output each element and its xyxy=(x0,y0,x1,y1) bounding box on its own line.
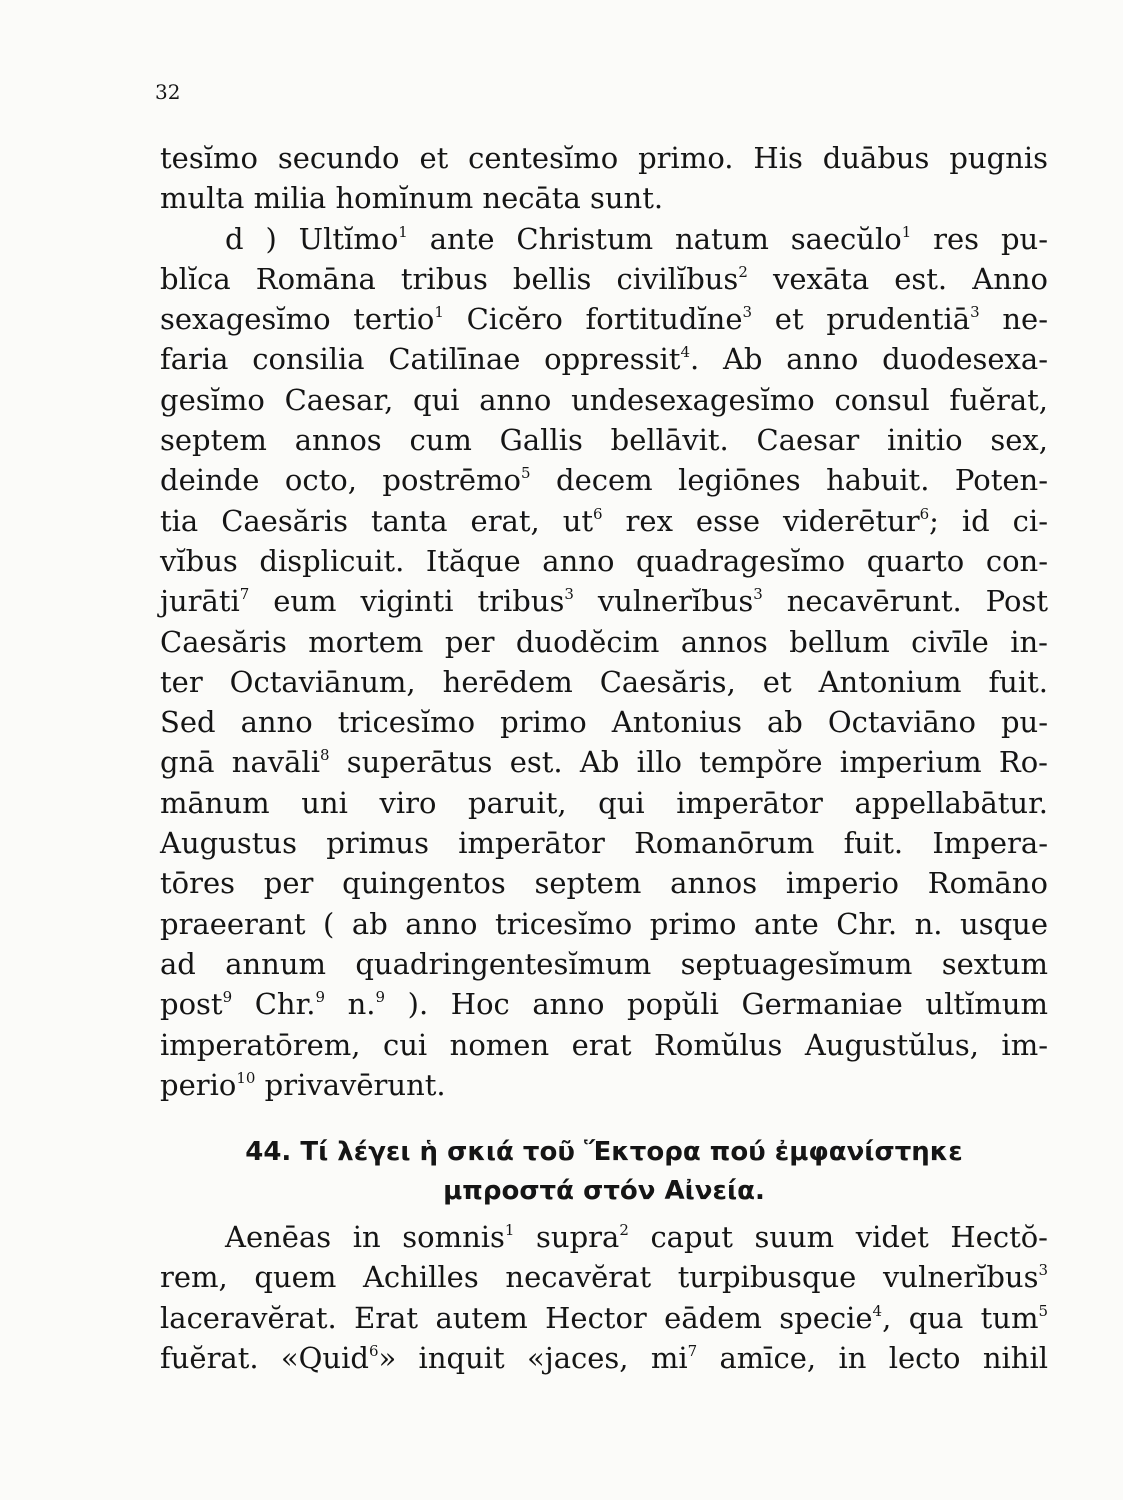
footnote-marker: 3 xyxy=(753,585,763,604)
text-line: deinde octo, postrēmo$^5$ decem legiōnes habuit. Poten- xyxy=(160,463,1049,498)
footnote-marker: 4 xyxy=(680,343,691,362)
footnote-marker: 1 xyxy=(504,1221,515,1239)
text-line: d ) Ultĭmo$^1$ ante Christum natum saecŭlo$^1$ res pu- xyxy=(225,221,1048,256)
text-line: rem, quem Achilles necavĕrat turpibusque vulnerĭbus$^3$ xyxy=(160,1260,1048,1295)
text-line: sexagesĭmo tertio$^1$ Cicĕro fortitudĭne$^3$ et prudentiā$^3$ ne- xyxy=(160,302,1048,337)
footnote-marker: 5 xyxy=(520,464,531,483)
text-line: Sed anno tricesĭmo primo Antonius ab Octaviāno pu- xyxy=(160,705,1048,740)
footnote-marker: 4 xyxy=(872,1301,883,1320)
text-line: multa milia homĭnum necāta sunt. xyxy=(160,181,664,216)
text-line: faria consilia Catilīnae oppressit$^4$. Ab anno duodesexa- xyxy=(160,342,1048,377)
text-line: jurāti$^7$ eum viginti tribus$^3$ vulnerĭbus$^3$ necavērunt. Post xyxy=(160,584,1049,619)
footnote-marker: 2 xyxy=(738,262,748,281)
footnote-marker: 6 xyxy=(368,1341,379,1360)
text-line: imperatōrem, cui nomen erat Romŭlus Augustŭlus, im- xyxy=(160,1027,1048,1062)
footnote-marker: 1 xyxy=(901,222,912,241)
footnote-marker: 6 xyxy=(593,504,603,523)
footnote-marker: 1 xyxy=(398,222,408,241)
footnote-marker: 10 xyxy=(236,1068,256,1087)
footnote-marker: 5 xyxy=(1038,1301,1048,1320)
text-line: fuĕrat. «Quid$^6$» inquit «jaces, $mi^7$ amīce, in lecto nihil xyxy=(160,1340,1049,1375)
heading-line-1: 44. Τί λέγει ἡ σκιά τοῦ Ἕκτορα πού ἐμφανίστηκε xyxy=(245,1137,963,1167)
footnote-marker: 3 xyxy=(564,585,574,604)
footnote-marker: 7 xyxy=(239,585,250,604)
text-line: gesĭmo Caesar, qui anno undesexagesĭmo consul fuĕrat, xyxy=(160,382,1048,417)
text-line: gnā navāli$^8$ superātus est. Ab illo tempŏre imperium Ro- xyxy=(160,745,1048,780)
section-heading xyxy=(160,1133,1048,1211)
footnote-marker: 6 xyxy=(919,504,930,523)
text-line: tia Caesăris tanta erat, $ut^6$ rex esse viderētur$^6$; id ci- xyxy=(160,503,1048,538)
text-line: tōres per quingentos septem annos imperio Romāno xyxy=(160,866,1048,901)
text-line: Caesăris mortem per duodĕcim annos bellum civīle in- xyxy=(160,624,1048,659)
footnote-marker: 1 xyxy=(434,303,444,322)
footnote-marker: 9 xyxy=(375,988,386,1007)
text-line: mānum uni viro paruit, qui imperātor appellabātur. xyxy=(160,785,1048,820)
footnote-marker: 7 xyxy=(687,1341,698,1360)
section-text xyxy=(160,1217,1048,1378)
footnote-marker: 3 xyxy=(1038,1261,1048,1280)
footnote-marker: 3 xyxy=(970,303,980,322)
text-line: Aenēas in somnis$^1$ supra$^2$ caput suum videt Hectŏ- xyxy=(225,1220,1048,1254)
text-line: septem annos cum Gallis bellāvit. Caesar initio sex, xyxy=(160,423,1048,458)
text-line: blĭca Romāna tribus bellis civilĭbus$^2$ vexāta est. Anno xyxy=(160,261,1049,296)
main-text xyxy=(160,138,1048,1105)
footnote-marker: 8 xyxy=(319,746,330,765)
page-number: 32 xyxy=(155,80,181,104)
text-line: ter Octaviānum, herēdem Caesăris, et Antonium fuit. xyxy=(160,664,1048,699)
text-line: praeerant ( ab anno tricesĭmo primo ante Chr. n. usque xyxy=(160,906,1048,941)
footnote-marker: 9 xyxy=(315,988,326,1007)
text-line: vĭbus displicuit. Ităque anno quadragesĭmo quarto con- xyxy=(160,543,1048,578)
text-line: tesĭmo secundo et centesĭmo primo. His duābus pugnis xyxy=(160,141,1048,175)
footnote-marker: 3 xyxy=(742,303,753,322)
text-line: post$^9$ Chr.$^9$ n.$^9$ ). Hoc anno popŭli Germaniae ultĭmum xyxy=(160,987,1048,1022)
text-line: laceravĕrat. Erat autem Hector eādem specie$^4$, qua tum$^5$ xyxy=(160,1300,1048,1335)
text-line: Augustus primus imperātor Romanōrum fuit. Impera- xyxy=(160,826,1048,861)
footnote-marker: 9 xyxy=(222,988,233,1007)
text-line: perio$^{10}$ privavērunt. xyxy=(160,1067,446,1102)
text-line: ad annum quadringentesĭmum septuagesĭmum sextum xyxy=(160,946,1048,981)
footnote-marker: 2 xyxy=(619,1221,629,1239)
heading-line-2: μπροστά στόν Αἰνεία. xyxy=(443,1176,765,1206)
